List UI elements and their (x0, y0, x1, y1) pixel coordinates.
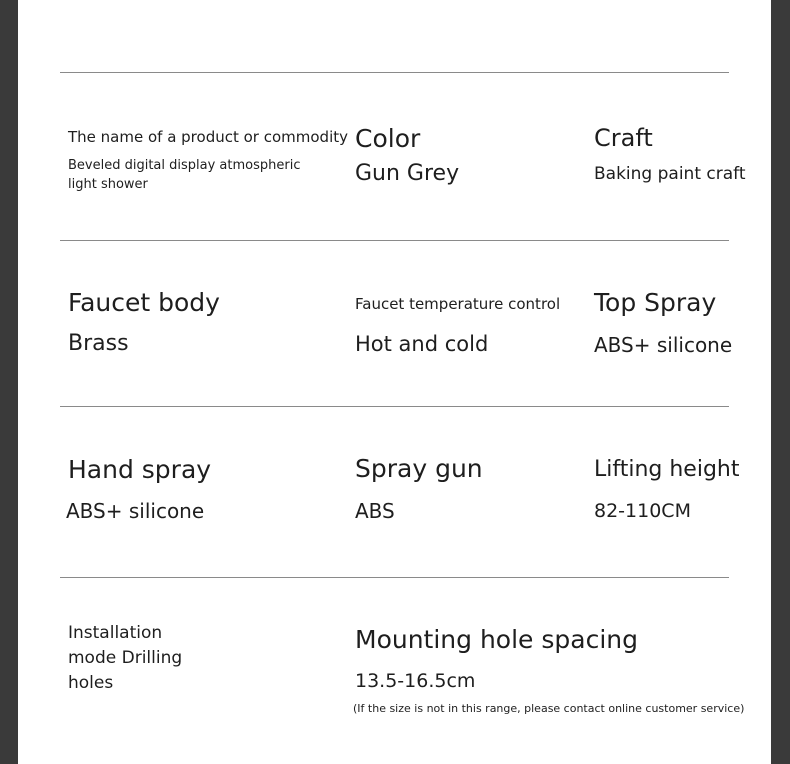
top-spray-value: ABS+ silicone (594, 333, 733, 357)
color-label: Color (355, 124, 421, 153)
product-name-label: The name of a product or commodity (68, 128, 349, 146)
installation-mode-label: Installation mode Drilling holes (68, 623, 183, 693)
mounting-hole-spacing-label: Mounting hole spacing (355, 625, 638, 654)
divider (60, 577, 729, 578)
hand-spray-value: ABS+ silicone (66, 499, 205, 523)
temperature-control-value: Hot and cold (355, 332, 489, 356)
color-value: Gun Grey (355, 161, 460, 186)
craft-value: Baking paint craft (594, 164, 746, 184)
spray-gun-value: ABS (355, 499, 395, 523)
spray-gun-label: Spray gun (355, 454, 483, 483)
top-spray-label: Top Spray (594, 288, 717, 317)
faucet-body-label: Faucet body (68, 288, 220, 317)
craft-label: Craft (594, 124, 653, 152)
lifting-height-value: 82-110CM (594, 500, 691, 522)
temperature-control-label: Faucet temperature control (355, 295, 561, 313)
size-range-note: (If the size is not in this range, please contact online customer service) (353, 702, 745, 715)
hand-spray-label: Hand spray (68, 455, 212, 484)
lifting-height-label: Lifting height (594, 457, 740, 482)
product-name-value: Beveled digital display atmospheric light shower (68, 158, 301, 192)
mounting-hole-spacing-value: 13.5-16.5cm (355, 670, 476, 692)
divider (60, 72, 729, 73)
divider (60, 406, 729, 407)
divider (60, 240, 729, 241)
faucet-body-value: Brass (68, 331, 129, 356)
